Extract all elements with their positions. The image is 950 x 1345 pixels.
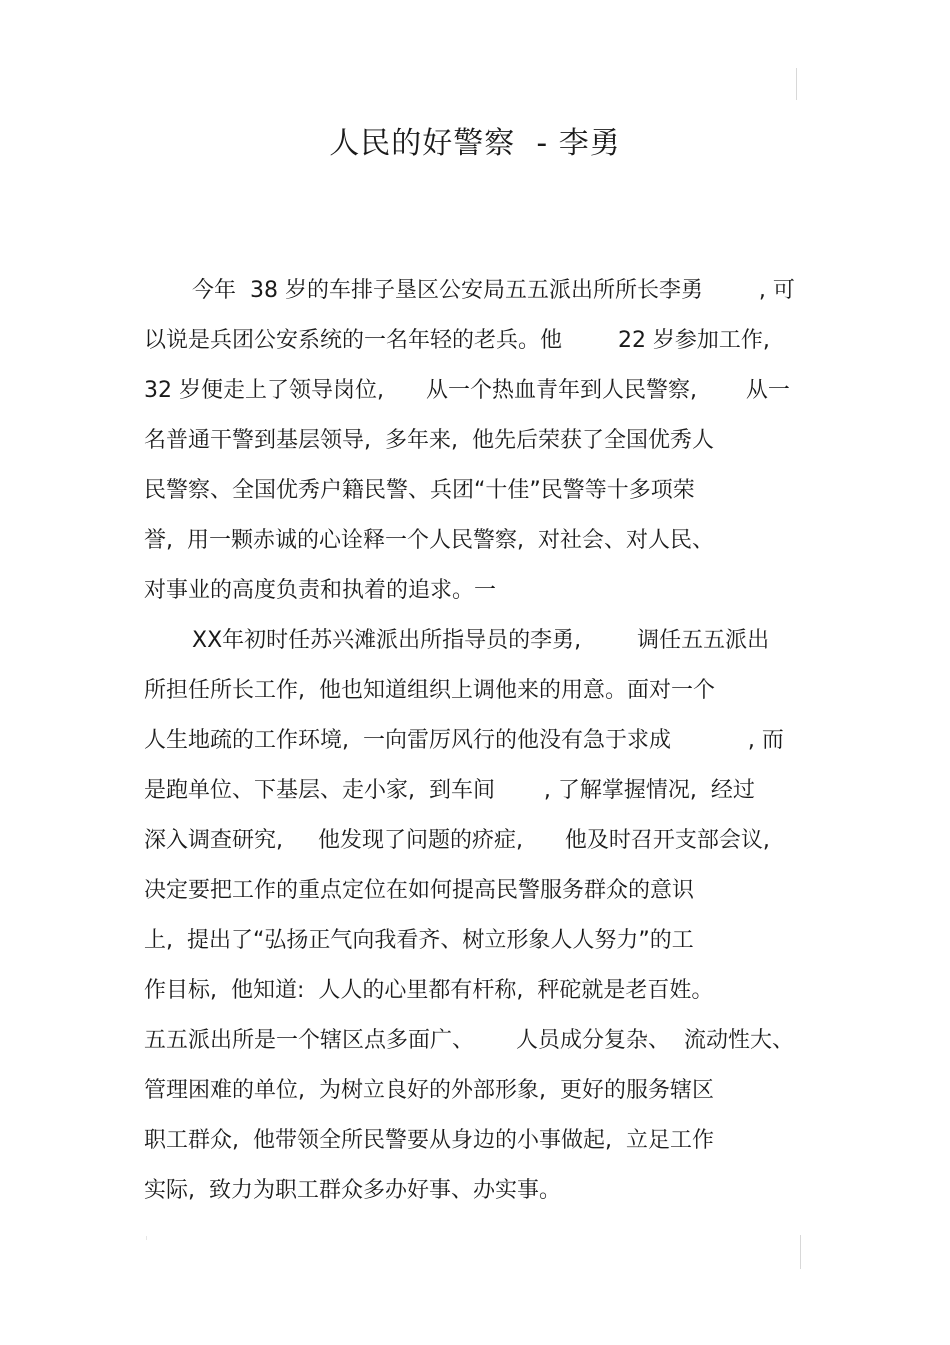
paragraph-1-line-5: 民警察、全国优秀户籍民警、兵团“十佳”民警等十多项荣: [144, 478, 695, 503]
paragraph-2-line-1: XX年初时任苏兴滩派出所指导员的李勇, 调任五五派出: [192, 628, 770, 653]
paragraph-1-line-6: 誉, 用一颗赤诚的心诠释一个人民警察, 对社会、对人民、: [144, 528, 714, 553]
paragraph-2-line-2: 所担任所长工作, 他也知道组织上调他来的用意。面对一个: [144, 678, 715, 703]
paragraph-2-line-4: 是跑单位、下基层、走小家, 到车间 , 了解掌握情况, 经过: [144, 778, 755, 803]
page-corner-mark: [800, 1235, 801, 1269]
paragraph-1-line-3: 32 岁便走上了领导岗位, 从一个热血青年到人民警察, 从一: [144, 378, 790, 403]
paragraph-2-line-12: 实际, 致力为职工群众多办好事、办实事。: [144, 1178, 561, 1203]
document-title: 人民的好警察 - 李勇: [329, 126, 621, 161]
paragraph-2-line-9: 五五派出所是一个辖区点多面广、 人员成分复杂、 流动性大、: [144, 1028, 794, 1053]
paragraph-2-line-7: 上, 提出了“弘扬正气向我看齐、树立形象人人努力”的工: [144, 928, 694, 953]
paragraph-2-line-5: 深入调查研究, 他发现了问题的疥症, 他及时召开支部会议,: [144, 828, 770, 853]
paragraph-1-line-1: 今年 38 岁的车排子垦区公安局五五派出所所长李勇 , 可: [192, 278, 795, 303]
paragraph-2-line-6: 决定要把工作的重点定位在如何提高民警服务群众的意识: [144, 878, 695, 903]
paragraph-2-line-8: 作目标, 他知道: 人人的心里都有杆称, 秤砣就是老百姓。: [144, 978, 714, 1003]
paragraph-2-line-10: 管理困难的单位, 为树立良好的外部形象, 更好的服务辖区: [144, 1078, 714, 1103]
paragraph-1-line-2: 以说是兵团公安系统的一名年轻的老兵。他 22 岁参加工作,: [144, 328, 770, 353]
page-corner-mark: [146, 1236, 147, 1240]
paragraph-2-line-11: 职工群众, 他带领全所民警要从身边的小事做起, 立足工作: [144, 1128, 714, 1153]
paragraph-1-line-4: 名普通干警到基层领导, 多年来, 他先后荣获了全国优秀人: [144, 428, 714, 453]
paragraph-2-line-3: 人生地疏的工作环境, 一向雷厉风行的他没有急于求成 , 而: [144, 728, 784, 753]
paragraph-1-line-7: 对事业的高度负责和执着的追求。一: [144, 578, 497, 603]
page-corner-mark: [796, 68, 797, 100]
